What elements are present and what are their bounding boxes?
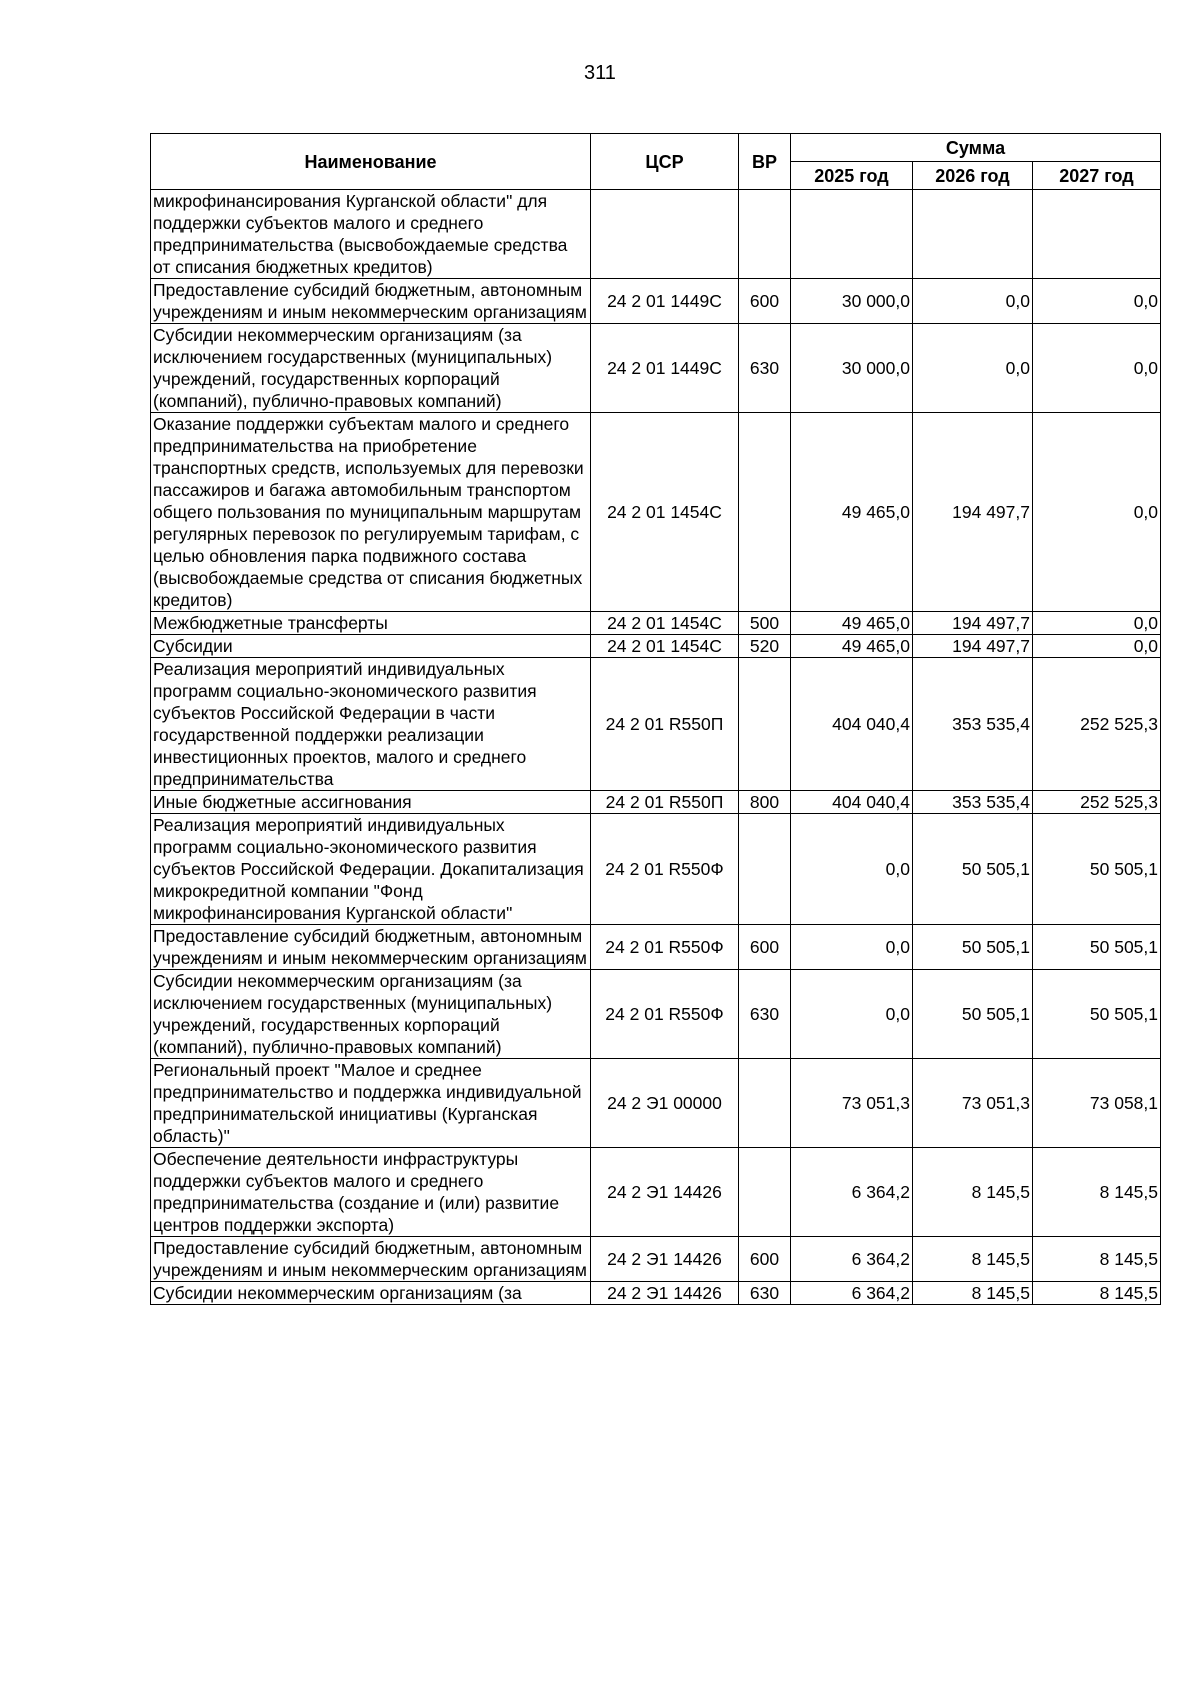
row-value-2026: 8 145,5 [913,1237,1033,1282]
row-value-2025: 30 000,0 [791,324,913,413]
row-csr: 24 2 01 1454С [591,612,739,635]
row-name: Реализация мероприятий индивидуальных программ социально-экономического развития субъектов Российской Федерации. Докапитализация микрокредитной компании "Фонд микрофинансирования Курганской области" [151,814,591,925]
row-value-2027: 252 525,3 [1033,658,1161,791]
table-row [151,324,1161,413]
row-name: микрофинансирования Курганской области" для поддержки субъектов малого и среднего предпринимательства (высвобождаемые средства от списания бюджетных кредитов) [151,190,591,279]
table-row [151,1059,1161,1148]
row-name: Субсидии некоммерческим организациям (за [151,1282,591,1305]
row-value-2027: 8 145,5 [1033,1148,1161,1237]
header-name: Наименование [151,134,591,190]
row-value-2025: 404 040,4 [791,658,913,791]
table-body [151,190,1161,1305]
row-value-2026: 50 505,1 [913,814,1033,925]
row-name: Субсидии некоммерческим организациям (за исключением государственных (муниципальных) учреждений, государственных корпораций (компаний), публично-правовых компаний) [151,970,591,1059]
row-value-2027: 73 058,1 [1033,1059,1161,1148]
table-row [151,925,1161,970]
row-value-2025: 49 465,0 [791,413,913,612]
row-value-2027: 8 145,5 [1033,1237,1161,1282]
table-row [151,413,1161,612]
row-name: Реализация мероприятий индивидуальных программ социально-экономического развития субъектов Российской Федерации в части государственной поддержки реализации инвестиционных проектов, малого и среднего предпринимательства [151,658,591,791]
table-row [151,612,1161,635]
row-value-2027: 0,0 [1033,279,1161,324]
row-vr: 630 [739,324,791,413]
row-name: Субсидии некоммерческим организациям (за исключением государственных (муниципальных) учреждений, государственных корпораций (компаний), публично-правовых компаний) [151,324,591,413]
row-vr: 500 [739,612,791,635]
row-value-2025: 73 051,3 [791,1059,913,1148]
row-name: Межбюджетные трансферты [151,612,591,635]
row-value-2026: 73 051,3 [913,1059,1033,1148]
table-row [151,1282,1161,1305]
row-name: Иные бюджетные ассигнования [151,791,591,814]
row-csr: 24 2 01 1449С [591,324,739,413]
row-csr: 24 2 01 1449С [591,279,739,324]
row-name: Предоставление субсидий бюджетным, автономным учреждениям и иным некоммерческим организациям [151,279,591,324]
row-value-2026: 50 505,1 [913,970,1033,1059]
row-vr: 800 [739,791,791,814]
budget-table [150,133,1161,1305]
table-row [151,970,1161,1059]
row-value-2026 [913,190,1033,279]
row-value-2026: 50 505,1 [913,925,1033,970]
row-csr: 24 2 01 R550П [591,658,739,791]
table-row [151,279,1161,324]
row-vr: 630 [739,1282,791,1305]
table-row [151,635,1161,658]
row-value-2025: 49 465,0 [791,635,913,658]
row-name: Региональный проект "Малое и среднее предпринимательство и поддержка индивидуальной предпринимательской инициативы (Курганская область)" [151,1059,591,1148]
row-vr [739,1148,791,1237]
row-value-2027 [1033,190,1161,279]
row-csr: 24 2 01 R550Ф [591,925,739,970]
row-value-2027: 0,0 [1033,635,1161,658]
row-vr [739,413,791,612]
row-value-2026: 8 145,5 [913,1148,1033,1237]
header-year-2027: 2027 год [1033,162,1161,190]
row-value-2027: 50 505,1 [1033,925,1161,970]
header-csr: ЦСР [591,134,739,190]
table-row [151,658,1161,791]
header-year-2025: 2025 год [791,162,913,190]
row-value-2026: 0,0 [913,279,1033,324]
row-value-2027: 50 505,1 [1033,970,1161,1059]
row-value-2027: 0,0 [1033,324,1161,413]
row-vr [739,190,791,279]
row-value-2025: 404 040,4 [791,791,913,814]
row-value-2026: 0,0 [913,324,1033,413]
table-row [151,814,1161,925]
row-value-2026: 194 497,7 [913,413,1033,612]
table-row [151,1237,1161,1282]
row-value-2026: 353 535,4 [913,791,1033,814]
page-number: 311 [584,62,616,84]
row-name: Обеспечение деятельности инфраструктуры поддержки субъектов малого и среднего предпринимательства (создание и (или) развитие центров поддержки экспорта) [151,1148,591,1237]
row-value-2025: 0,0 [791,970,913,1059]
row-value-2027: 8 145,5 [1033,1282,1161,1305]
row-csr [591,190,739,279]
row-value-2025: 6 364,2 [791,1237,913,1282]
row-vr: 630 [739,970,791,1059]
row-csr: 24 2 01 R550Ф [591,814,739,925]
row-value-2026: 194 497,7 [913,612,1033,635]
header-vr: ВР [739,134,791,190]
row-vr [739,658,791,791]
row-value-2025: 30 000,0 [791,279,913,324]
row-name: Субсидии [151,635,591,658]
row-vr: 600 [739,279,791,324]
row-vr [739,814,791,925]
row-value-2027: 0,0 [1033,413,1161,612]
table-row [151,791,1161,814]
header-year-2026: 2026 год [913,162,1033,190]
row-name: Предоставление субсидий бюджетным, автономным учреждениям и иным некоммерческим организациям [151,1237,591,1282]
row-value-2025 [791,190,913,279]
row-csr: 24 2 01 1454С [591,413,739,612]
row-value-2025: 6 364,2 [791,1282,913,1305]
row-vr [739,1059,791,1148]
row-value-2026: 353 535,4 [913,658,1033,791]
row-value-2025: 0,0 [791,814,913,925]
row-csr: 24 2 01 1454С [591,635,739,658]
row-value-2025: 6 364,2 [791,1148,913,1237]
table-row [151,190,1161,279]
row-csr: 24 2 Э1 14426 [591,1237,739,1282]
row-vr: 520 [739,635,791,658]
row-value-2025: 49 465,0 [791,612,913,635]
row-csr: 24 2 01 R550П [591,791,739,814]
row-value-2026: 8 145,5 [913,1282,1033,1305]
row-csr: 24 2 Э1 00000 [591,1059,739,1148]
row-value-2027: 252 525,3 [1033,791,1161,814]
row-value-2025: 0,0 [791,925,913,970]
table-row [151,1148,1161,1237]
row-value-2026: 194 497,7 [913,635,1033,658]
row-name: Оказание поддержки субъектам малого и среднего предпринимательства на приобретение транспортных средств, используемых для перевозки пассажиров и багажа автомобильным транспортом общего пользования по муниципальным маршрутам регулярных перевозок по регулируемым тарифам, с целью обновления парка подвижного состава (высвобождаемые средства от списания бюджетных кредитов) [151,413,591,612]
row-value-2027: 0,0 [1033,612,1161,635]
row-value-2027: 50 505,1 [1033,814,1161,925]
row-csr: 24 2 Э1 14426 [591,1282,739,1305]
table-header [151,134,1161,190]
row-csr: 24 2 01 R550Ф [591,970,739,1059]
row-vr: 600 [739,925,791,970]
header-sum: Сумма [791,134,1161,162]
row-vr: 600 [739,1237,791,1282]
row-name: Предоставление субсидий бюджетным, автономным учреждениям и иным некоммерческим организациям [151,925,591,970]
row-csr: 24 2 Э1 14426 [591,1148,739,1237]
